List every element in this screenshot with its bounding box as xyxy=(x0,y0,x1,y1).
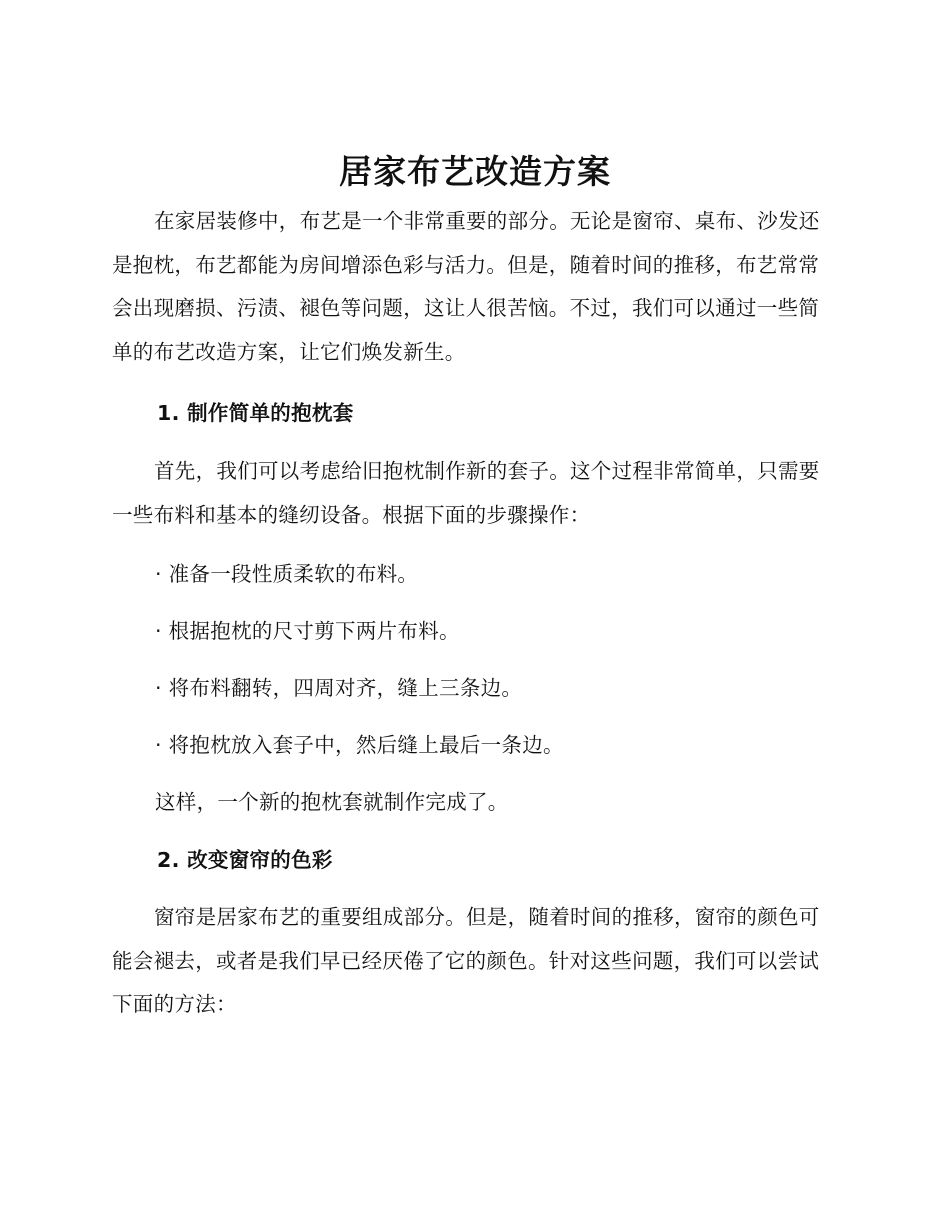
step-item: · 将抱枕放入套子中，然后缝上最后一条边。 xyxy=(155,733,564,757)
section-1-paragraph: 首先，我们可以考虑给旧抱枕制作新的套子。这个过程非常简单，只需要一些布料和基本的缝纫设备。根据下面的步骤操作： xyxy=(112,459,820,527)
step-item: · 根据抱枕的尺寸剪下两片布料。 xyxy=(155,619,460,643)
step-item: · 准备一段性质柔软的布料。 xyxy=(155,562,419,586)
document-title: 居家布艺改造方案 xyxy=(339,152,611,191)
section-1-heading: 1. 制作简单的抱枕套 xyxy=(157,401,354,425)
step-item: · 将布料翻转，四周对齐，缝上三条边。 xyxy=(155,676,523,700)
section-1-conclusion: 这样，一个新的抱枕套就制作完成了。 xyxy=(155,790,509,814)
section-2-heading: 2. 改变窗帘的色彩 xyxy=(157,848,333,872)
intro-paragraph: 在家居装修中，布艺是一个非常重要的部分。无论是窗帘、桌布、沙发还是抱枕，布艺都能为房间增添色彩与活力。但是，随着时间的推移，布艺常常会出现磨损、污渍、褪色等问题，这让人很苦恼。不过，我们可以通过一些简单的布艺改造方案，让它们焕发新生。 xyxy=(112,209,820,364)
section-2-paragraph: 窗帘是居家布艺的重要组成部分。但是，随着时间的推移，窗帘的颜色可能会褪去，或者是我们早已经厌倦了它的颜色。针对这些问题，我们可以尝试下面的方法： xyxy=(112,905,820,1016)
